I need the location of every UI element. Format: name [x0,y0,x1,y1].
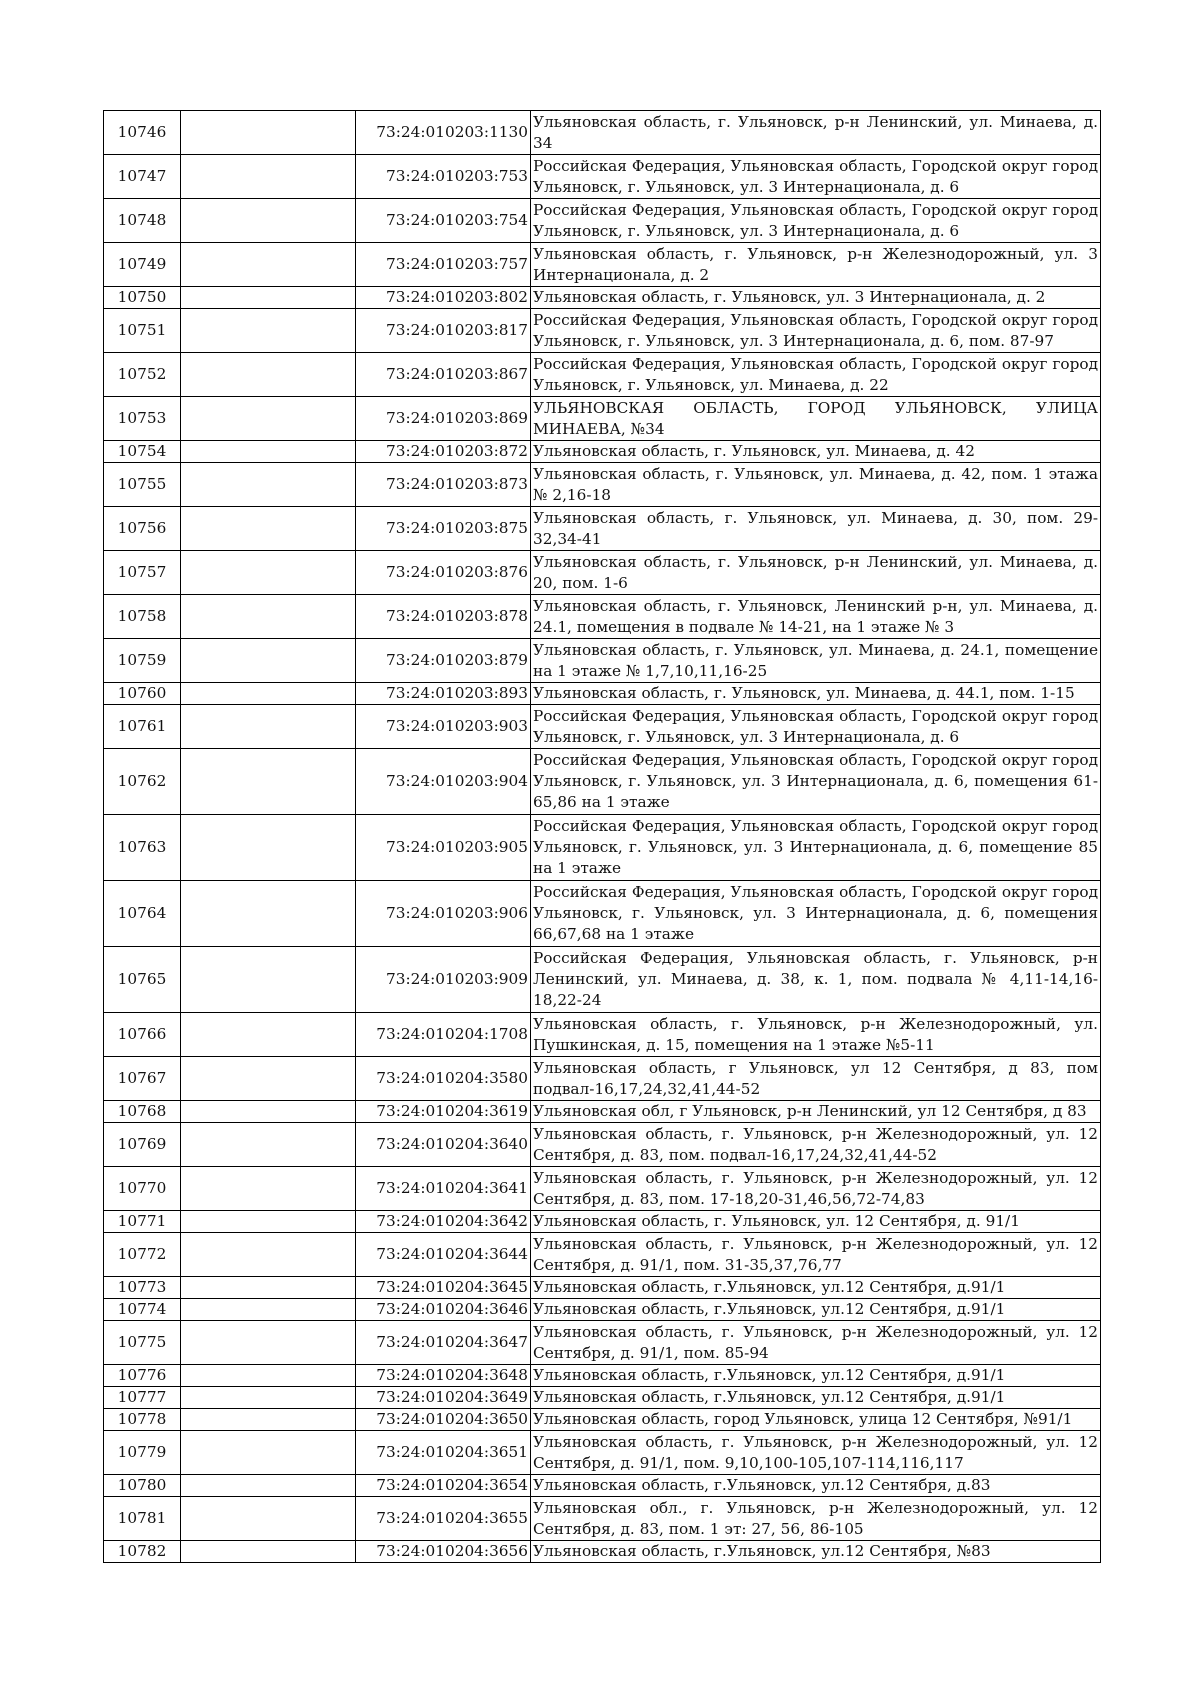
address-cell: УЛЬЯНОВСКАЯ ОБЛАСТЬ, ГОРОД УЛЬЯНОВСК, УЛИЦА МИНАЕВА, №34 [531,397,1101,441]
cadastral-number-cell: 73:24:010203:893 [356,683,531,705]
empty-cell [181,595,356,639]
row-number-cell: 10768 [104,1101,181,1123]
row-number-cell: 10761 [104,705,181,749]
cadastral-number-cell: 73:24:010203:879 [356,639,531,683]
row-number-cell: 10752 [104,353,181,397]
empty-cell [181,1123,356,1167]
table-row [104,639,1101,683]
row-number-cell: 10759 [104,639,181,683]
registry-table [103,110,1101,1563]
cadastral-number-cell: 73:24:010204:3646 [356,1299,531,1321]
cadastral-number-cell: 73:24:010204:3649 [356,1387,531,1409]
address-cell: Ульяновская область, г. Ульяновск, Ленинский р-н, ул. Минаева, д. 24.1, помещения в подвале № 14-21, на 1 этаже № 3 [531,595,1101,639]
cadastral-number-cell: 73:24:010204:3645 [356,1277,531,1299]
row-number-cell: 10770 [104,1167,181,1211]
table-row [104,947,1101,1013]
address-cell: Ульяновская область, г. Ульяновск, р-н Железнодорожный, ул. 12 Сентября, д. 91/1, пом. 9,10,100-105,107-114,116,117 [531,1431,1101,1475]
row-number-cell: 10771 [104,1211,181,1233]
row-number-cell: 10765 [104,947,181,1013]
table-row [104,155,1101,199]
empty-cell [181,1299,356,1321]
cadastral-number-cell: 73:24:010203:817 [356,309,531,353]
table-row [104,353,1101,397]
empty-cell [181,353,356,397]
table-row [104,1101,1101,1123]
row-number-cell: 10748 [104,199,181,243]
empty-cell [181,155,356,199]
table-row [104,1233,1101,1277]
empty-cell [181,1277,356,1299]
address-cell: Российская Федерация, Ульяновская область, г. Ульяновск, р-н Ленинский, ул. Минаева, д. 38, к. 1, пом. подвала № 4,11-14,16-18,22-24 [531,947,1101,1013]
empty-cell [181,397,356,441]
address-cell: Ульяновская область, г. Ульяновск, ул. 3 Интернационала, д. 2 [531,287,1101,309]
cadastral-number-cell: 73:24:010204:3640 [356,1123,531,1167]
empty-cell [181,243,356,287]
empty-cell [181,1431,356,1475]
cadastral-number-cell: 73:24:010203:753 [356,155,531,199]
empty-cell [181,1013,356,1057]
address-cell: Ульяновская область, г.Ульяновск, ул.12 Сентября, д.91/1 [531,1299,1101,1321]
table-row [104,463,1101,507]
cadastral-number-cell: 73:24:010204:3650 [356,1409,531,1431]
empty-cell [181,947,356,1013]
row-number-cell: 10750 [104,287,181,309]
row-number-cell: 10764 [104,881,181,947]
table-row [104,111,1101,155]
cadastral-number-cell: 73:24:010203:905 [356,815,531,881]
table-row [104,1387,1101,1409]
empty-cell [181,639,356,683]
empty-cell [181,1365,356,1387]
row-number-cell: 10758 [104,595,181,639]
address-cell: Ульяновская область, г. Ульяновск, р-н Железнодорожный, ул. 3 Интернационала, д. 2 [531,243,1101,287]
table-row [104,441,1101,463]
row-number-cell: 10780 [104,1475,181,1497]
cadastral-number-cell: 73:24:010203:754 [356,199,531,243]
table-row [104,1475,1101,1497]
cadastral-number-cell: 73:24:010204:1708 [356,1013,531,1057]
empty-cell [181,1101,356,1123]
address-cell: Ульяновская область, г. Ульяновск, р-н Железнодорожный, ул. 12 Сентября, д. 83, пом. подвал-16,17,24,32,41,44-52 [531,1123,1101,1167]
cadastral-number-cell: 73:24:010203:876 [356,551,531,595]
address-cell: Ульяновская область, г. Ульяновск, ул. Минаева, д. 24.1, помещение на 1 этаже № 1,7,10,11,16-25 [531,639,1101,683]
cadastral-number-cell: 73:24:010203:869 [356,397,531,441]
address-cell: Ульяновская область, г. Ульяновск, р-н Железнодорожный, ул. 12 Сентября, д. 91/1, пом. 31-35,37,76,77 [531,1233,1101,1277]
address-cell: Ульяновская область, г. Ульяновск, ул. Минаева, д. 30, пом. 29-32,34-41 [531,507,1101,551]
address-cell: Ульяновская область, г. Ульяновск, р-н Ленинский, ул. Минаева, д. 20, пом. 1-6 [531,551,1101,595]
address-cell: Ульяновская область, г Ульяновск, ул 12 Сентября, д 83, пом подвал-16,17,24,32,41,44-52 [531,1057,1101,1101]
table-row [104,199,1101,243]
empty-cell [181,1057,356,1101]
empty-cell [181,1541,356,1563]
empty-cell [181,463,356,507]
address-cell: Российская Федерация, Ульяновская область, Городской округ город Ульяновск, г. Ульяновск, ул. 3 Интернационала, д. 6, пом. 87-97 [531,309,1101,353]
cadastral-number-cell: 73:24:010203:909 [356,947,531,1013]
table-row [104,881,1101,947]
row-number-cell: 10746 [104,111,181,155]
table-row [104,705,1101,749]
cadastral-number-cell: 73:24:010203:872 [356,441,531,463]
address-cell: Ульяновская область, г. Ульяновск, р-н Железнодорожный, ул. 12 Сентября, д. 91/1, пом. 85-94 [531,1321,1101,1365]
cadastral-number-cell: 73:24:010203:906 [356,881,531,947]
table-row [104,309,1101,353]
empty-cell [181,1387,356,1409]
cadastral-number-cell: 73:24:010204:3656 [356,1541,531,1563]
table-row [104,397,1101,441]
address-cell: Ульяновская область, г.Ульяновск, ул.12 Сентября, д.91/1 [531,1365,1101,1387]
cadastral-number-cell: 73:24:010203:875 [356,507,531,551]
row-number-cell: 10779 [104,1431,181,1475]
table-row [104,243,1101,287]
address-cell: Российская Федерация, Ульяновская область, Городской округ город Ульяновск, г. Ульяновск, ул. 3 Интернационала, д. 6 [531,155,1101,199]
address-cell: Ульяновская обл., г. Ульяновск, р-н Железнодорожный, ул. 12 Сентября, д. 83, пом. 1 эт: 27, 56, 86-105 [531,1497,1101,1541]
address-cell: Ульяновская область, г. Ульяновск, ул. 12 Сентября, д. 91/1 [531,1211,1101,1233]
address-cell: Ульяновская область, г. Ульяновск, ул. Минаева, д. 42 [531,441,1101,463]
empty-cell [181,881,356,947]
empty-cell [181,1497,356,1541]
table-row [104,1431,1101,1475]
empty-cell [181,1321,356,1365]
cadastral-number-cell: 73:24:010203:903 [356,705,531,749]
table-row [104,1013,1101,1057]
row-number-cell: 10760 [104,683,181,705]
table-row [104,749,1101,815]
cadastral-number-cell: 73:24:010203:802 [356,287,531,309]
table-row [104,1211,1101,1233]
row-number-cell: 10769 [104,1123,181,1167]
address-cell: Ульяновская область, г. Ульяновск, р-н Ленинский, ул. Минаева, д. 34 [531,111,1101,155]
row-number-cell: 10756 [104,507,181,551]
row-number-cell: 10776 [104,1365,181,1387]
row-number-cell: 10772 [104,1233,181,1277]
cadastral-number-cell: 73:24:010204:3648 [356,1365,531,1387]
cadastral-number-cell: 73:24:010203:757 [356,243,531,287]
address-cell: Ульяновская область, г.Ульяновск, ул.12 Сентября, д.83 [531,1475,1101,1497]
cadastral-number-cell: 73:24:010203:904 [356,749,531,815]
registry-table-body [104,111,1101,1563]
row-number-cell: 10782 [104,1541,181,1563]
empty-cell [181,441,356,463]
table-row [104,1123,1101,1167]
address-cell: Ульяновская обл, г Ульяновск, р-н Ленинский, ул 12 Сентября, д 83 [531,1101,1101,1123]
empty-cell [181,507,356,551]
table-row [104,1497,1101,1541]
empty-cell [181,815,356,881]
table-row [104,683,1101,705]
row-number-cell: 10749 [104,243,181,287]
address-cell: Ульяновская область, г. Ульяновск, р-н Железнодорожный, ул. Пушкинская, д. 15, помещения на 1 этаже №5-11 [531,1013,1101,1057]
table-row [104,1277,1101,1299]
row-number-cell: 10775 [104,1321,181,1365]
table-row [104,595,1101,639]
empty-cell [181,1409,356,1431]
table-row [104,1299,1101,1321]
table-row [104,287,1101,309]
row-number-cell: 10763 [104,815,181,881]
cadastral-number-cell: 73:24:010204:3580 [356,1057,531,1101]
empty-cell [181,199,356,243]
row-number-cell: 10754 [104,441,181,463]
address-cell: Ульяновская область, г. Ульяновск, ул. Минаева, д. 42, пом. 1 этажа № 2,16-18 [531,463,1101,507]
cadastral-number-cell: 73:24:010204:3644 [356,1233,531,1277]
cadastral-number-cell: 73:24:010203:873 [356,463,531,507]
row-number-cell: 10767 [104,1057,181,1101]
empty-cell [181,683,356,705]
table-row [104,551,1101,595]
row-number-cell: 10747 [104,155,181,199]
cadastral-number-cell: 73:24:010203:1130 [356,111,531,155]
table-row [104,1167,1101,1211]
cadastral-number-cell: 73:24:010203:878 [356,595,531,639]
cadastral-number-cell: 73:24:010204:3619 [356,1101,531,1123]
table-row [104,1365,1101,1387]
empty-cell [181,1167,356,1211]
empty-cell [181,705,356,749]
empty-cell [181,1233,356,1277]
address-cell: Российская Федерация, Ульяновская область, Городской округ город Ульяновск, г. Ульяновск, ул. 3 Интернационала, д. 6 [531,199,1101,243]
empty-cell [181,749,356,815]
row-number-cell: 10753 [104,397,181,441]
empty-cell [181,111,356,155]
row-number-cell: 10757 [104,551,181,595]
address-cell: Ульяновская область, г.Ульяновск, ул.12 Сентября, д.91/1 [531,1277,1101,1299]
row-number-cell: 10781 [104,1497,181,1541]
address-cell: Ульяновская область, г.Ульяновск, ул.12 Сентября, №83 [531,1541,1101,1563]
row-number-cell: 10777 [104,1387,181,1409]
table-row [104,507,1101,551]
cadastral-number-cell: 73:24:010203:867 [356,353,531,397]
table-row [104,1541,1101,1563]
address-cell: Ульяновская область, г.Ульяновск, ул.12 Сентября, д.91/1 [531,1387,1101,1409]
empty-cell [181,1475,356,1497]
row-number-cell: 10755 [104,463,181,507]
cadastral-number-cell: 73:24:010204:3651 [356,1431,531,1475]
address-cell: Ульяновская область, г. Ульяновск, р-н Железнодорожный, ул. 12 Сентября, д. 83, пом. 17-18,20-31,46,56,72-74,83 [531,1167,1101,1211]
cadastral-number-cell: 73:24:010204:3647 [356,1321,531,1365]
empty-cell [181,1211,356,1233]
table-row [104,1321,1101,1365]
address-cell: Ульяновская область, город Ульяновск, улица 12 Сентября, №91/1 [531,1409,1101,1431]
empty-cell [181,309,356,353]
cadastral-number-cell: 73:24:010204:3641 [356,1167,531,1211]
row-number-cell: 10762 [104,749,181,815]
row-number-cell: 10766 [104,1013,181,1057]
address-cell: Российская Федерация, Ульяновская область, Городской округ город Ульяновск, г. Ульяновск, ул. Минаева, д. 22 [531,353,1101,397]
cadastral-number-cell: 73:24:010204:3655 [356,1497,531,1541]
row-number-cell: 10773 [104,1277,181,1299]
row-number-cell: 10774 [104,1299,181,1321]
address-cell: Ульяновская область, г. Ульяновск, ул. Минаева, д. 44.1, пом. 1-15 [531,683,1101,705]
row-number-cell: 10778 [104,1409,181,1431]
table-row [104,815,1101,881]
cadastral-number-cell: 73:24:010204:3642 [356,1211,531,1233]
empty-cell [181,287,356,309]
cadastral-number-cell: 73:24:010204:3654 [356,1475,531,1497]
address-cell: Российская Федерация, Ульяновская область, Городской округ город Ульяновск, г. Ульяновск, ул. 3 Интернационала, д. 6, помещение 85 на 1 этаже [531,815,1101,881]
address-cell: Российская Федерация, Ульяновская область, Городской округ город Ульяновск, г. Ульяновск, ул. 3 Интернационала, д. 6 [531,705,1101,749]
table-row [104,1409,1101,1431]
row-number-cell: 10751 [104,309,181,353]
empty-cell [181,551,356,595]
address-cell: Российская Федерация, Ульяновская область, Городской округ город Ульяновск, г. Ульяновск, ул. 3 Интернационала, д. 6, помещения 66,67,68 на 1 этаже [531,881,1101,947]
address-cell: Российская Федерация, Ульяновская область, Городской округ город Ульяновск, г. Ульяновск, ул. 3 Интернационала, д. 6, помещения 61-65,86 на 1 этаже [531,749,1101,815]
table-row [104,1057,1101,1101]
